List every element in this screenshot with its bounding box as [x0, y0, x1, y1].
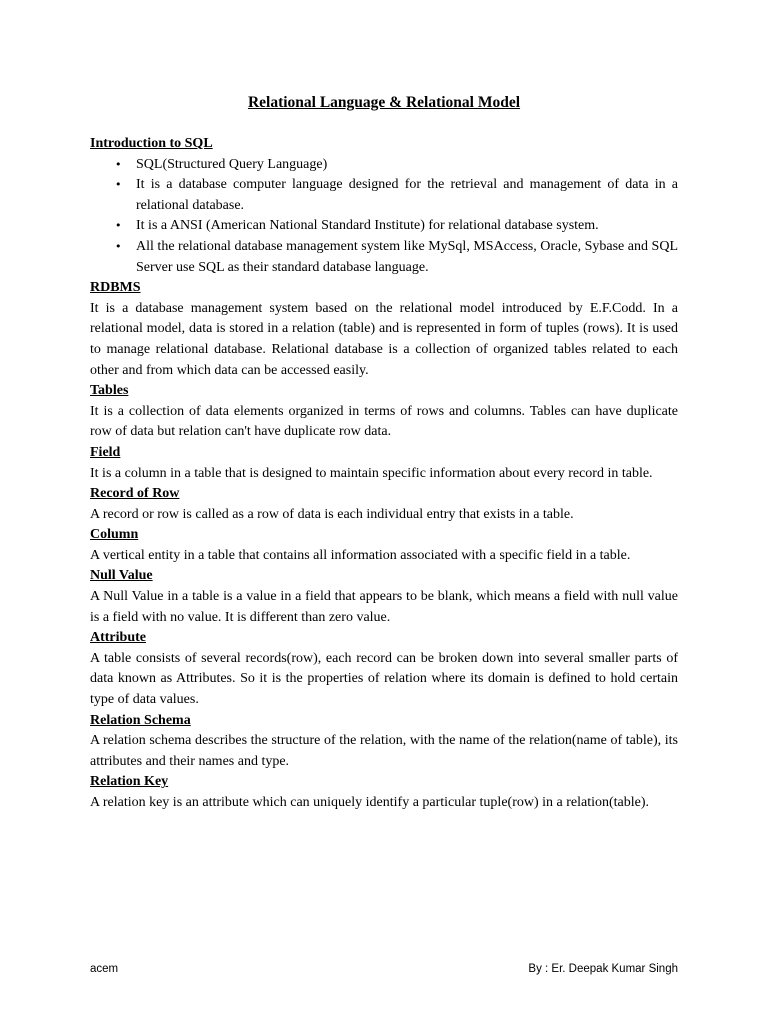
- list-item: [90, 216, 678, 237]
- list-item-text: It is a ANSI (American National Standard Institute) for relational database system.: [136, 218, 599, 234]
- section-relation-schema: [90, 711, 678, 773]
- section-text: A relation key is an attribute which can uniquely identify a particular tuple(row) in a relation(table).: [90, 795, 650, 810]
- section-text: A table consists of several records(row), each record can be broken down into several smaller parts of data known as Attributes. So it is the properties of relation where its domain is defined to hold certain type of data values.: [90, 650, 678, 708]
- section-text: A record or row is called as a row of data is each individual entry that exists in a table.: [90, 506, 574, 522]
- section-heading: Null Value: [90, 568, 153, 584]
- section-heading: Relation Schema: [90, 712, 191, 728]
- document-page: [90, 92, 678, 814]
- section-text: It is a database management system based on the relational model introduced by E.F.Codd. In a relational model, data is stored in a relation (table) and is represented in form of tuples (rows). It is used to manage relational database. Relational database is a collection of organized tables related to each other and from which data can be accessed easily.: [90, 300, 678, 378]
- section-heading: Relation Key: [90, 774, 169, 790]
- footer-author: By : Er. Deepak Kumar Singh: [528, 963, 678, 975]
- footer-institution: acem: [90, 963, 119, 975]
- bullet-icon: •: [115, 239, 122, 253]
- document-title: Relational Language & Relational Model: [247, 94, 521, 111]
- list-item: [90, 237, 678, 278]
- section-tables: [90, 381, 678, 443]
- section-text: A Null Value in a table is a value in a field that appears to be blank, which means a field with null value is a field with no value. It is different than zero value.: [90, 589, 678, 625]
- list-item: [90, 175, 678, 216]
- bullet-icon: •: [115, 157, 122, 171]
- section-relation-key: [90, 772, 678, 813]
- section-text: It is a collection of data elements organized in terms of rows and columns. Tables can have duplicate row of data but relation can't have duplicate row data.: [90, 403, 678, 440]
- bullet-icon: •: [115, 178, 122, 192]
- section-record-of-row: [90, 484, 678, 525]
- section-text: It is a column in a table that is designed to maintain specific information about every record in table.: [90, 465, 653, 481]
- bullet-icon: •: [115, 219, 122, 233]
- intro-bullet-list: [90, 155, 678, 279]
- section-heading: Attribute: [90, 630, 146, 646]
- section-heading: Record of Row: [90, 486, 180, 502]
- section-text: A relation schema describes the structure of the relation, with the name of the relation(name of table), its attributes and their names and type.: [90, 733, 678, 769]
- list-item-text: All the relational database management system like MySql, MSAccess, Oracle, Sybase and SQL Server use SQL as their standard database language.: [136, 238, 678, 275]
- section-attribute: [90, 628, 678, 710]
- section-heading: Field: [90, 444, 121, 460]
- section-heading: Tables: [90, 383, 129, 399]
- intro-section: [90, 134, 678, 278]
- section-heading: RDBMS: [90, 280, 141, 296]
- list-item-text: It is a database computer language designed for the retrieval and management of data in a relational database.: [136, 177, 678, 213]
- section-text: A vertical entity in a table that contains all information associated with a specific field in a table.: [90, 547, 631, 563]
- list-item-text: SQL(Structured Query Language): [136, 156, 328, 172]
- section-field: [90, 443, 678, 484]
- section-column: [90, 525, 678, 566]
- section-rdbms: [90, 278, 678, 381]
- section-null-value: [90, 566, 678, 628]
- section-heading: Column: [90, 527, 139, 543]
- list-item: [90, 155, 678, 176]
- section-heading-intro: Introduction to SQL: [90, 136, 213, 151]
